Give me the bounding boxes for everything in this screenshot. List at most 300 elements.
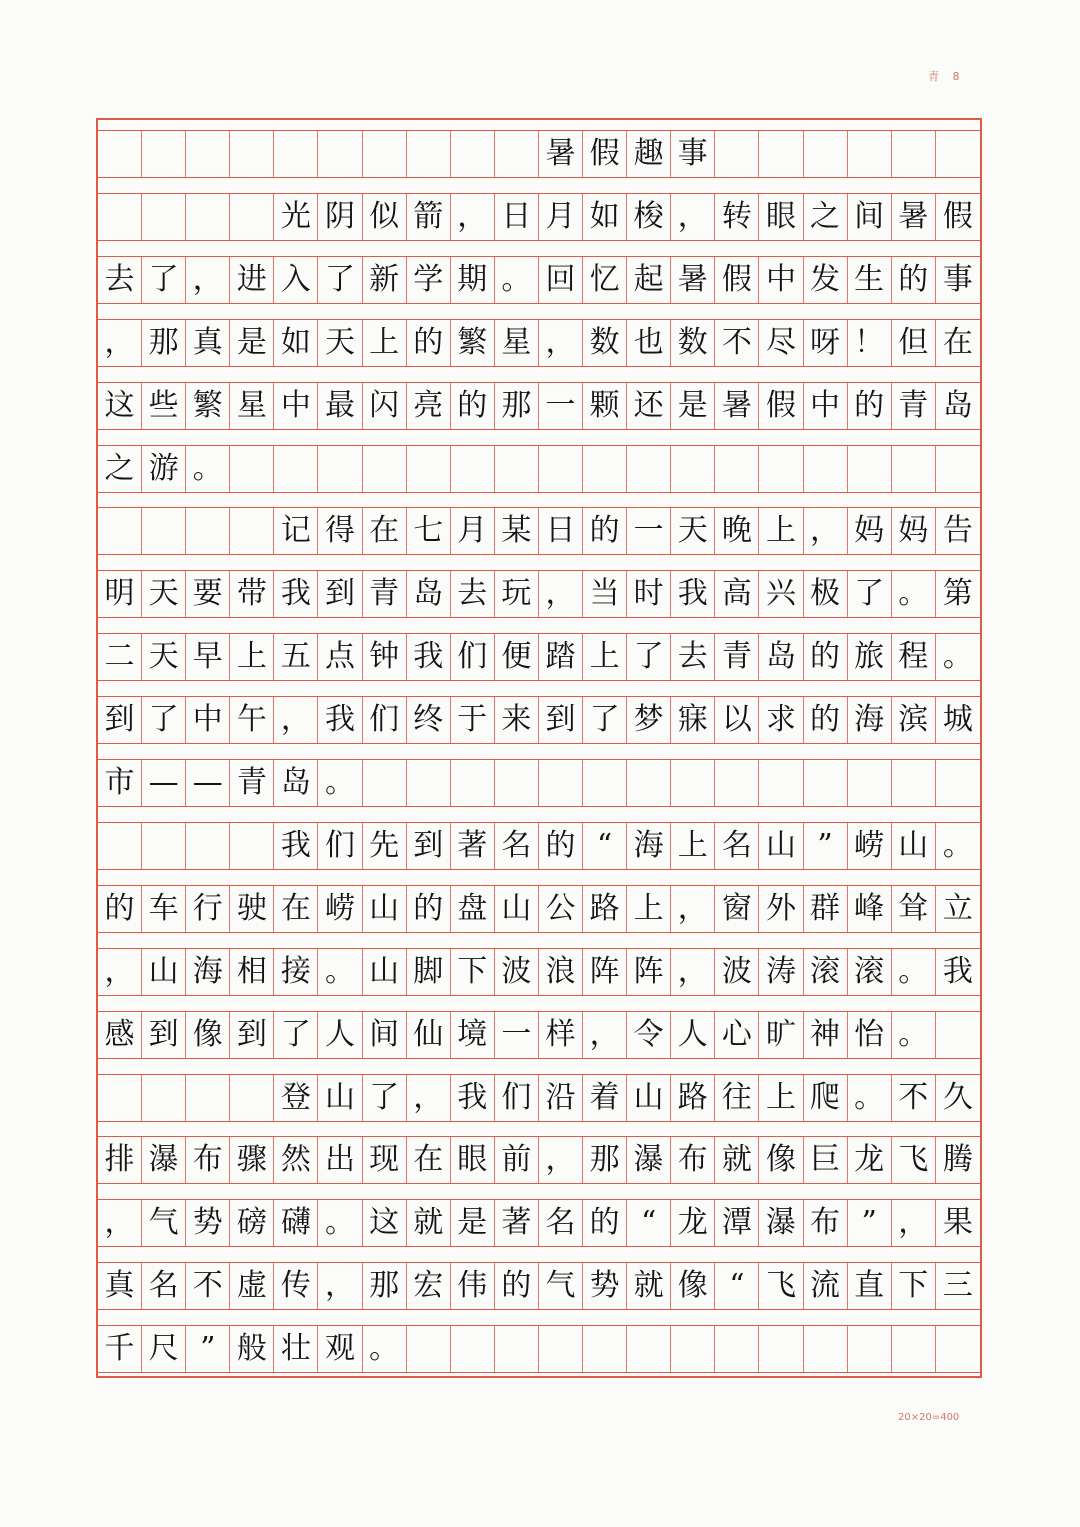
text-row	[98, 885, 980, 933]
char-cell: 布	[804, 1200, 848, 1246]
char-cell	[407, 1326, 451, 1372]
char-cell	[627, 1326, 671, 1372]
char-cell: 旅	[848, 634, 892, 680]
char-cell	[848, 446, 892, 492]
char-cell: 们	[451, 634, 495, 680]
char-cell: 境	[451, 1012, 495, 1058]
text-row	[98, 382, 980, 430]
char-cell: 般	[230, 1326, 274, 1372]
char-cell: ，	[98, 1200, 142, 1246]
char-cell: 上	[583, 634, 627, 680]
char-cell: 令	[627, 1012, 671, 1058]
text-row	[98, 696, 980, 744]
char-cell: 寐	[671, 697, 715, 743]
char-cell: 眼	[759, 194, 803, 240]
char-cell: 尽	[759, 320, 803, 366]
char-cell: 久	[942, 1079, 973, 1115]
char-cell: ，	[892, 1200, 936, 1246]
char-cell: 了	[627, 634, 671, 680]
char-cell	[848, 760, 892, 806]
char-cell	[186, 823, 230, 869]
char-cell: 星	[495, 320, 539, 366]
char-cell: 游	[142, 446, 186, 492]
char-cell: ，	[539, 320, 583, 366]
text-row	[98, 948, 980, 996]
char-cell: 岛	[759, 634, 803, 680]
char-cell: 假	[942, 198, 973, 234]
char-cell: ，	[583, 1012, 627, 1058]
char-cell: 也	[627, 320, 671, 366]
title-char-cell	[892, 131, 936, 177]
char-cell: 去	[98, 257, 142, 303]
char-cell: 。	[186, 446, 230, 492]
char-cell: 龙	[671, 1200, 715, 1246]
text-row	[98, 1325, 980, 1373]
char-cell: 月	[539, 194, 583, 240]
char-cell: 到	[98, 697, 142, 743]
char-cell: 我	[451, 1075, 495, 1121]
char-cell: 波	[715, 949, 759, 995]
char-cell: 窗	[715, 886, 759, 932]
char-cell: 样	[539, 1012, 583, 1058]
char-cell: —	[186, 760, 230, 806]
char-cell: 的	[804, 634, 848, 680]
char-cell: 像	[671, 1263, 715, 1309]
char-cell: 磅	[230, 1200, 274, 1246]
char-cell	[583, 1326, 627, 1372]
char-cell: 然	[274, 1137, 318, 1183]
char-cell: 钟	[363, 634, 407, 680]
char-cell	[186, 194, 230, 240]
char-cell: 们	[363, 697, 407, 743]
char-cell: 。	[363, 1326, 407, 1372]
char-cell: 亮	[407, 383, 451, 429]
char-cell: 我	[274, 571, 318, 617]
title-char-cell	[318, 131, 362, 177]
char-cell: 瀑	[627, 1137, 671, 1183]
char-cell: 我	[318, 697, 362, 743]
char-cell: 名	[539, 1200, 583, 1246]
char-cell: 月	[451, 508, 495, 554]
char-cell: 像	[186, 1012, 230, 1058]
char-cell: 沿	[539, 1075, 583, 1121]
char-cell	[230, 823, 274, 869]
char-cell: 山	[759, 823, 803, 869]
char-cell: 于	[451, 697, 495, 743]
char-cell: ”	[804, 823, 848, 869]
char-cell: “	[627, 1200, 671, 1246]
char-cell: 旷	[759, 1012, 803, 1058]
title-char-cell	[363, 131, 407, 177]
char-cell: 路	[583, 886, 627, 932]
char-cell: 着	[583, 1075, 627, 1121]
char-cell	[230, 194, 274, 240]
char-cell: 飞	[759, 1263, 803, 1309]
char-cell: 气	[142, 1200, 186, 1246]
char-cell: 我	[671, 571, 715, 617]
char-cell: 如	[583, 194, 627, 240]
char-cell: 不	[715, 320, 759, 366]
char-cell: 日	[539, 508, 583, 554]
char-cell: 飞	[892, 1137, 936, 1183]
char-cell	[759, 446, 803, 492]
char-cell: 滚	[848, 949, 892, 995]
char-cell: 我	[942, 953, 973, 989]
char-cell	[186, 508, 230, 554]
char-cell	[451, 446, 495, 492]
char-cell: 宏	[407, 1263, 451, 1309]
char-cell: 峰	[848, 886, 892, 932]
char-cell	[804, 760, 848, 806]
char-cell: 神	[804, 1012, 848, 1058]
char-cell	[142, 1075, 186, 1121]
char-cell: 外	[759, 886, 803, 932]
char-cell: 群	[804, 886, 848, 932]
char-cell	[583, 446, 627, 492]
char-cell: 的	[892, 257, 936, 303]
char-cell: 时	[627, 571, 671, 617]
text-row	[98, 759, 980, 807]
char-cell: 布	[671, 1137, 715, 1183]
char-cell: ！	[848, 320, 892, 366]
char-cell: 光	[274, 194, 318, 240]
char-cell: 些	[142, 383, 186, 429]
char-cell: 。	[495, 257, 539, 303]
char-cell: 青	[363, 571, 407, 617]
char-cell: 真	[186, 320, 230, 366]
char-cell	[892, 760, 936, 806]
char-cell: 名	[495, 823, 539, 869]
char-cell: 天	[142, 634, 186, 680]
char-cell: 波	[495, 949, 539, 995]
char-cell: 真	[98, 1263, 142, 1309]
char-cell: 如	[274, 320, 318, 366]
text-row	[98, 1262, 980, 1310]
char-cell: 。	[318, 1200, 362, 1246]
char-cell: 生	[848, 257, 892, 303]
char-cell: 车	[142, 886, 186, 932]
char-cell: 当	[583, 571, 627, 617]
char-cell	[936, 760, 980, 806]
char-cell: 崂	[848, 823, 892, 869]
char-cell: 脚	[407, 949, 451, 995]
char-cell: 是	[671, 383, 715, 429]
char-cell: 路	[671, 1075, 715, 1121]
char-cell: 的	[583, 508, 627, 554]
char-cell: 之	[804, 194, 848, 240]
char-cell	[715, 760, 759, 806]
char-cell: 到	[539, 697, 583, 743]
char-cell: 去	[671, 634, 715, 680]
char-cell: 数	[671, 320, 715, 366]
text-row	[98, 1136, 980, 1184]
char-cell: 瀑	[759, 1200, 803, 1246]
char-cell: 的	[407, 320, 451, 366]
char-cell: 了	[274, 1012, 318, 1058]
char-cell: 最	[318, 383, 362, 429]
title-char-cell	[451, 131, 495, 177]
char-cell: 的	[98, 886, 142, 932]
char-cell: 现	[363, 1137, 407, 1183]
char-cell: 岛	[407, 571, 451, 617]
title-char-cell	[936, 131, 980, 177]
char-cell	[539, 446, 583, 492]
text-row	[98, 570, 980, 618]
char-cell: 了	[318, 257, 362, 303]
char-cell: 。	[892, 571, 936, 617]
char-cell: 前	[495, 1137, 539, 1183]
char-cell: 出	[318, 1137, 362, 1183]
char-cell	[848, 1326, 892, 1372]
char-cell	[363, 760, 407, 806]
char-cell: 耸	[892, 886, 936, 932]
char-cell: 间	[848, 194, 892, 240]
char-cell: 驶	[230, 886, 274, 932]
title-char-cell: 暑	[539, 131, 583, 177]
char-cell: 山	[318, 1075, 362, 1121]
char-cell	[142, 823, 186, 869]
char-cell	[671, 760, 715, 806]
char-cell: 崂	[318, 886, 362, 932]
char-cell: 告	[942, 513, 973, 549]
char-cell: 到	[318, 571, 362, 617]
char-cell: 上	[759, 1075, 803, 1121]
char-cell: 岛	[274, 760, 318, 806]
char-cell: 中	[274, 383, 318, 429]
char-cell: 涛	[759, 949, 803, 995]
char-cell: 山	[363, 949, 407, 995]
char-cell: 直	[848, 1263, 892, 1309]
page-number-label: 青 8	[928, 70, 965, 83]
char-cell: 点	[318, 634, 362, 680]
char-cell: ，	[186, 257, 230, 303]
char-cell: 骤	[230, 1137, 274, 1183]
title-char-cell	[186, 131, 230, 177]
char-cell: 天	[671, 508, 715, 554]
char-cell: 壮	[274, 1326, 318, 1372]
char-cell: 呀	[804, 320, 848, 366]
title-char-cell	[274, 131, 318, 177]
char-cell: 流	[804, 1263, 848, 1309]
char-cell: 行	[186, 886, 230, 932]
char-cell	[671, 1326, 715, 1372]
char-cell: 的	[804, 697, 848, 743]
char-cell: 像	[759, 1137, 803, 1183]
char-cell: 了	[142, 257, 186, 303]
char-cell: 布	[186, 1137, 230, 1183]
char-cell: 终	[407, 697, 451, 743]
title-char-cell	[142, 131, 186, 177]
char-cell: ，	[671, 194, 715, 240]
char-cell: 海	[627, 823, 671, 869]
char-cell: 青	[892, 383, 936, 429]
char-cell: 中	[804, 383, 848, 429]
char-cell: 登	[274, 1075, 318, 1121]
char-cell: 极	[804, 571, 848, 617]
char-cell: 阵	[627, 949, 671, 995]
char-cell	[98, 194, 142, 240]
char-cell	[804, 1326, 848, 1372]
char-cell: 但	[892, 320, 936, 366]
char-cell	[715, 446, 759, 492]
char-cell	[230, 508, 274, 554]
char-cell: 青	[230, 760, 274, 806]
char-cell: 相	[230, 949, 274, 995]
char-cell: 妈	[848, 508, 892, 554]
char-cell: 得	[318, 508, 362, 554]
char-cell: 某	[495, 508, 539, 554]
char-cell: 感	[98, 1012, 142, 1058]
char-cell: 接	[274, 949, 318, 995]
char-cell	[495, 446, 539, 492]
char-cell: 那	[142, 320, 186, 366]
char-cell: 是	[451, 1200, 495, 1246]
char-cell: 。	[892, 949, 936, 995]
char-cell	[363, 446, 407, 492]
char-cell: 入	[274, 257, 318, 303]
char-cell: 二	[98, 634, 142, 680]
char-cell: 我	[274, 823, 318, 869]
char-cell: 潭	[715, 1200, 759, 1246]
char-cell: 传	[274, 1263, 318, 1309]
text-row	[98, 193, 980, 241]
char-cell: 在	[942, 324, 973, 360]
char-cell: “	[715, 1263, 759, 1309]
char-cell: 们	[318, 823, 362, 869]
char-cell: 去	[451, 571, 495, 617]
text-row	[98, 633, 980, 681]
char-cell: ，	[274, 697, 318, 743]
text-row	[98, 1011, 980, 1059]
char-cell: 了	[848, 571, 892, 617]
char-cell	[936, 1012, 980, 1058]
manuscript-grid-sheet	[96, 118, 982, 1378]
char-cell: 巨	[804, 1137, 848, 1183]
char-cell: 在	[407, 1137, 451, 1183]
char-cell: 那	[495, 383, 539, 429]
char-cell	[539, 760, 583, 806]
text-row	[98, 256, 980, 304]
char-cell	[98, 508, 142, 554]
char-cell: 腾	[942, 1142, 973, 1178]
char-cell: 还	[627, 383, 671, 429]
char-cell	[804, 446, 848, 492]
char-cell: 兴	[759, 571, 803, 617]
char-cell: ，	[671, 886, 715, 932]
char-cell	[230, 1075, 274, 1121]
char-cell: 尺	[142, 1326, 186, 1372]
char-cell: 七	[407, 508, 451, 554]
title-char-cell	[407, 131, 451, 177]
char-cell: 上	[230, 634, 274, 680]
char-cell: 海	[186, 949, 230, 995]
char-cell: 爬	[804, 1075, 848, 1121]
char-cell: 名	[715, 823, 759, 869]
char-cell: 天	[142, 571, 186, 617]
char-cell: 往	[715, 1075, 759, 1121]
char-cell: 阵	[583, 949, 627, 995]
char-cell: ”	[186, 1326, 230, 1372]
char-cell: 人	[318, 1012, 362, 1058]
char-cell	[627, 760, 671, 806]
text-row	[98, 822, 980, 870]
char-cell: 。	[318, 760, 362, 806]
title-char-cell: 趣	[627, 131, 671, 177]
char-cell	[98, 823, 142, 869]
char-cell: 气	[539, 1263, 583, 1309]
char-cell: 到	[142, 1012, 186, 1058]
char-cell: —	[142, 760, 186, 806]
char-cell: 伟	[451, 1263, 495, 1309]
char-cell: ”	[848, 1200, 892, 1246]
text-row	[98, 445, 980, 493]
char-cell: 阴	[318, 194, 362, 240]
char-cell: 一	[627, 508, 671, 554]
char-cell: 的	[848, 383, 892, 429]
char-cell: 在	[363, 508, 407, 554]
char-cell: ，	[671, 949, 715, 995]
char-cell	[495, 760, 539, 806]
char-cell: 闪	[363, 383, 407, 429]
char-cell: 我	[407, 634, 451, 680]
title-char-cell	[715, 131, 759, 177]
char-cell	[715, 1326, 759, 1372]
char-cell: 程	[892, 634, 936, 680]
char-cell: 瀑	[142, 1137, 186, 1183]
char-cell: 的	[495, 1263, 539, 1309]
char-cell: 。	[848, 1075, 892, 1121]
char-cell	[451, 760, 495, 806]
char-cell: 繁	[451, 320, 495, 366]
char-cell: 那	[363, 1263, 407, 1309]
char-cell: 下	[892, 1263, 936, 1309]
char-cell	[539, 1326, 583, 1372]
char-cell: 。	[942, 827, 973, 863]
char-cell: 海	[848, 697, 892, 743]
char-cell: 的	[539, 823, 583, 869]
char-cell: 盘	[451, 886, 495, 932]
text-row	[98, 319, 980, 367]
char-cell: 一	[495, 1012, 539, 1058]
char-cell: 山	[627, 1075, 671, 1121]
char-cell: 。	[942, 639, 973, 675]
char-cell: 午	[230, 697, 274, 743]
char-cell: 箭	[407, 194, 451, 240]
title-char-cell	[230, 131, 274, 177]
char-cell: 名	[142, 1263, 186, 1309]
char-cell: 岛	[942, 387, 973, 423]
char-cell: 山	[363, 886, 407, 932]
title-char-cell	[759, 131, 803, 177]
char-cell: 这	[98, 383, 142, 429]
char-cell: 第	[942, 576, 973, 612]
char-cell: 中	[759, 257, 803, 303]
char-cell: 著	[495, 1200, 539, 1246]
char-cell: 那	[583, 1137, 627, 1183]
text-row	[98, 507, 980, 555]
char-cell: 进	[230, 257, 274, 303]
char-cell: 们	[495, 1075, 539, 1121]
char-cell: 城	[942, 702, 973, 738]
char-cell: 人	[671, 1012, 715, 1058]
char-cell: 学	[407, 257, 451, 303]
char-cell: ，	[451, 194, 495, 240]
title-char-cell	[98, 131, 142, 177]
char-cell: 天	[318, 320, 362, 366]
char-cell: 暑	[671, 257, 715, 303]
char-cell	[451, 1326, 495, 1372]
char-cell	[407, 446, 451, 492]
